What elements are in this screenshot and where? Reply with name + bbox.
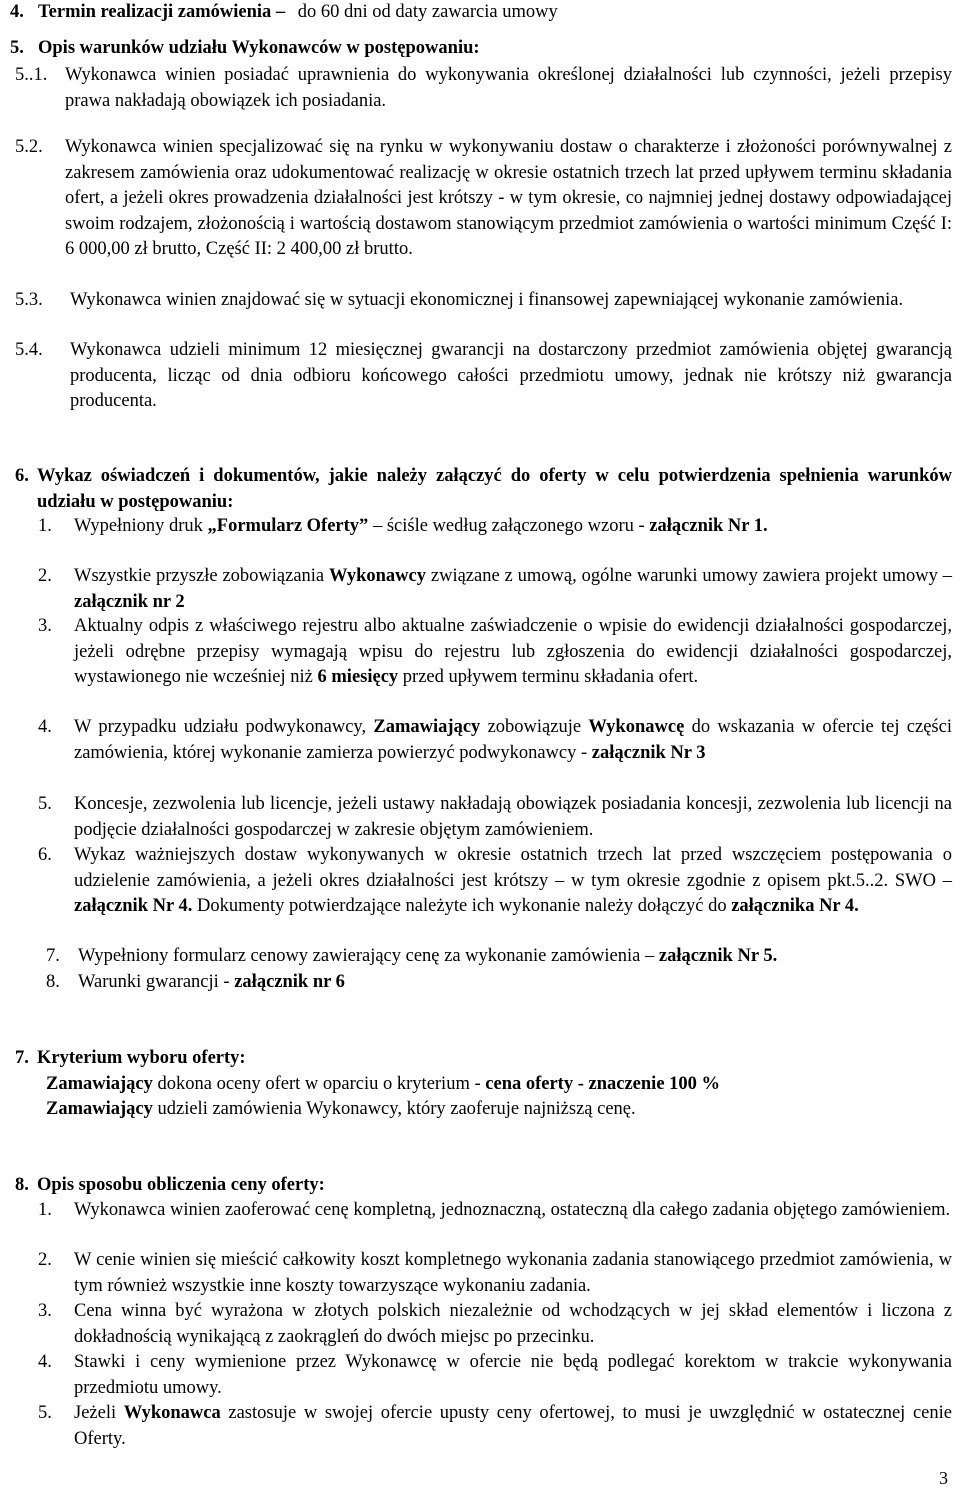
section-5-number: 5. <box>10 38 24 58</box>
list-item-6-8: 8. Warunki gwarancji - załącznik nr 6 <box>46 970 952 996</box>
section-7-line-2: Zamawiający udzieli zamówienia Wykonawcy, który zaoferuje najniższą cenę. <box>46 1099 636 1119</box>
list-item-8-3: 3. Cena winna być wyrażona w złotych polskich niezależnie od wchodzących w jej skład elementów i liczona z dokładnością wynikającą z zaokrągleń do dwóch miejsc po przecinku. <box>38 1299 952 1350</box>
section-8-number: 8. <box>15 1175 29 1195</box>
list-item-8-2: 2. W cenie winien się mieścić całkowity koszt kompletnego wykonania zadania stanowiącego przedmiot zamówienia, w tym również wszystkie inne koszty towarzyszące wykonaniu zadania. <box>38 1248 952 1299</box>
paragraph-5-3 <box>15 288 952 314</box>
section-8 <box>15 1173 952 1199</box>
list-item-8-5: 5. Jeżeli Wykonawca zastosuje w swojej ofercie upusty ceny ofertowej, to musi je uwzględnić w ostatecznej cenie Oferty. <box>38 1401 952 1452</box>
page-number: 3 <box>939 1468 948 1488</box>
section-4-value: do 60 dni od daty zawarcia umowy <box>297 2 558 22</box>
list-item-6-7: 7. Wypełniony formularz cenowy zawierający cenę za wykonanie zamówienia – załącznik Nr 5. <box>46 944 952 970</box>
list-item-number: 4. <box>38 717 52 737</box>
list-item-6-5: 5. Koncesje, zezwolenia lub licencje, jeżeli ustawy nakładają obowiązek posiadania koncesji, zezwolenia lub licencji na podjęcie działalności gospodarczej w zakresie objętym zamówieniem. <box>38 792 952 843</box>
section-7-line-1: Zamawiający dokona oceny ofert w oparciu o kryterium - cena oferty - znaczenie 100 % <box>46 1074 721 1094</box>
list-item-8-1: 1. Wykonawca winien zaoferować cenę kompletną, jednoznaczną, ostateczną dla całego zadania objętego zamówieniem. <box>38 1198 952 1224</box>
list-item-number: 3. <box>38 1301 52 1321</box>
section-4 <box>10 0 950 26</box>
paragraph-5-4-number: 5.4. <box>15 340 43 360</box>
list-item-6-1: 1. Wypełniony druk „Formularz Oferty” – ściśle według załączonego wzoru - załącznik Nr 1. <box>38 514 952 540</box>
list-item-number: 3. <box>38 616 52 636</box>
paragraph-5-4-text: Wykonawca udzieli minimum 12 miesięcznej gwarancji na dostarczony przedmiot zamówienia objętej gwarancją producenta, licząc od dnia odbioru końcowego całości przedmiotu umowy, jednak nie krótszy niż gwarancja producenta. <box>70 340 952 411</box>
paragraph-5-2 <box>15 135 952 263</box>
list-item-number: 1. <box>38 516 52 536</box>
list-item-6-2: 2. Wszystkie przyszłe zobowiązania Wykonawcy związane z umową, ogólne warunki umowy zawiera projekt umowy – załącznik nr 2 <box>38 564 952 615</box>
section-4-number: 4. <box>10 2 24 22</box>
list-item-number: 1. <box>38 1200 52 1220</box>
list-item-number: 5. <box>38 1403 52 1423</box>
list-item-number: 5. <box>38 794 52 814</box>
paragraph-5-1-text: Wykonawca winien posiadać uprawnienia do wykonywania określonej działalności lub czynności, jeżeli przepisy prawa nakładają obowiązek ich posiadania. <box>65 65 952 111</box>
list-item-number: 7. <box>46 946 60 966</box>
paragraph-5-3-number: 5.3. <box>15 290 43 310</box>
paragraph-5-1-number: 5..1. <box>15 65 48 85</box>
paragraph-5-2-number: 5.2. <box>15 137 43 157</box>
section-7-number: 7. <box>15 1048 29 1068</box>
section-6-title: Wykaz oświadczeń i dokumentów, jakie należy załączyć do oferty w celu potwierdzenia spełnienia warunków udziału w postępowaniu: <box>37 466 952 512</box>
list-item-number: 2. <box>38 566 52 586</box>
section-7-title: Kryterium wyboru oferty: <box>37 1048 246 1068</box>
list-item-number: 8. <box>46 972 60 992</box>
section-6 <box>15 464 952 515</box>
paragraph-5-4 <box>15 338 952 415</box>
paragraph-5-3-text: Wykonawca winien znajdować się w sytuacji ekonomicznej i finansowej zapewniającej wykonanie zamówienia. <box>70 290 904 310</box>
list-item-6-4: 4. W przypadku udziału podwykonawcy, Zamawiający zobowiązuje Wykonawcę do wskazania w ofercie tej części zamówienia, której wykonanie zamierza powierzyć podwykonawcy - załącznik Nr 3 <box>38 715 952 766</box>
list-item-number: 4. <box>38 1352 52 1372</box>
list-item-number: 6. <box>38 845 52 865</box>
paragraph-5-2-text: Wykonawca winien specjalizować się na rynku w wykonywaniu dostaw o charakterze i złożoności porównywalnej z zakresem zamówienia oraz udokumentować realizację w okresie ostatnich trzech lat przed upływem terminu składania ofert, a jeżeli okres prowadzenia działalności jest krótszy - w tym okresie, co najmniej jednej dostawy odpowiadającej swoim rodzajem, złożonością i wartością dostawom stanowiącym przedmiot zamówienia o wartości minimum Część I: 6 000,00 zł brutto, Część II: 2 400,00 zł brutto. <box>65 137 952 259</box>
section-5-title: Opis warunków udziału Wykonawców w postępowaniu: <box>38 38 480 58</box>
list-item-6-6: 6. Wykaz ważniejszych dostaw wykonywanych w okresie ostatnich trzech lat przed wszczęciem postępowania o udzielenie zamówienia, a jeżeli okres działalności jest krótszy – w tym okresie zgodnie z opisem pkt.5..2. SWO – załącznik Nr 4. Dokumenty potwierdzające należyte ich wykonanie należy dołączyć do załącznika Nr 4. <box>38 843 952 920</box>
list-item-6-3: 3. Aktualny odpis z właściwego rejestru albo aktualne zaświadczenie o wpisie do ewidencji działalności gospodarczej, jeżeli odrębne przepisy wymagają wpisu do rejestru lub zgłoszenia do ewidencji działalności gospodarczej, wystawionego nie wcześniej niż 6 miesięcy przed upływem terminu składania ofert. <box>38 614 952 691</box>
section-6-number: 6. <box>15 466 29 486</box>
list-item-number: 2. <box>38 1250 52 1270</box>
section-8-title: Opis sposobu obliczenia ceny oferty: <box>37 1175 325 1195</box>
section-5 <box>10 36 950 62</box>
list-item-8-4: 4. Stawki i ceny wymienione przez Wykonawcę w ofercie nie będą podlegać korektom w trakcie wykonywania przedmiotu umowy. <box>38 1350 952 1401</box>
paragraph-5-1 <box>15 63 952 114</box>
section-4-title: Termin realizacji zamówienia – <box>38 2 286 22</box>
section-7 <box>15 1046 952 1072</box>
